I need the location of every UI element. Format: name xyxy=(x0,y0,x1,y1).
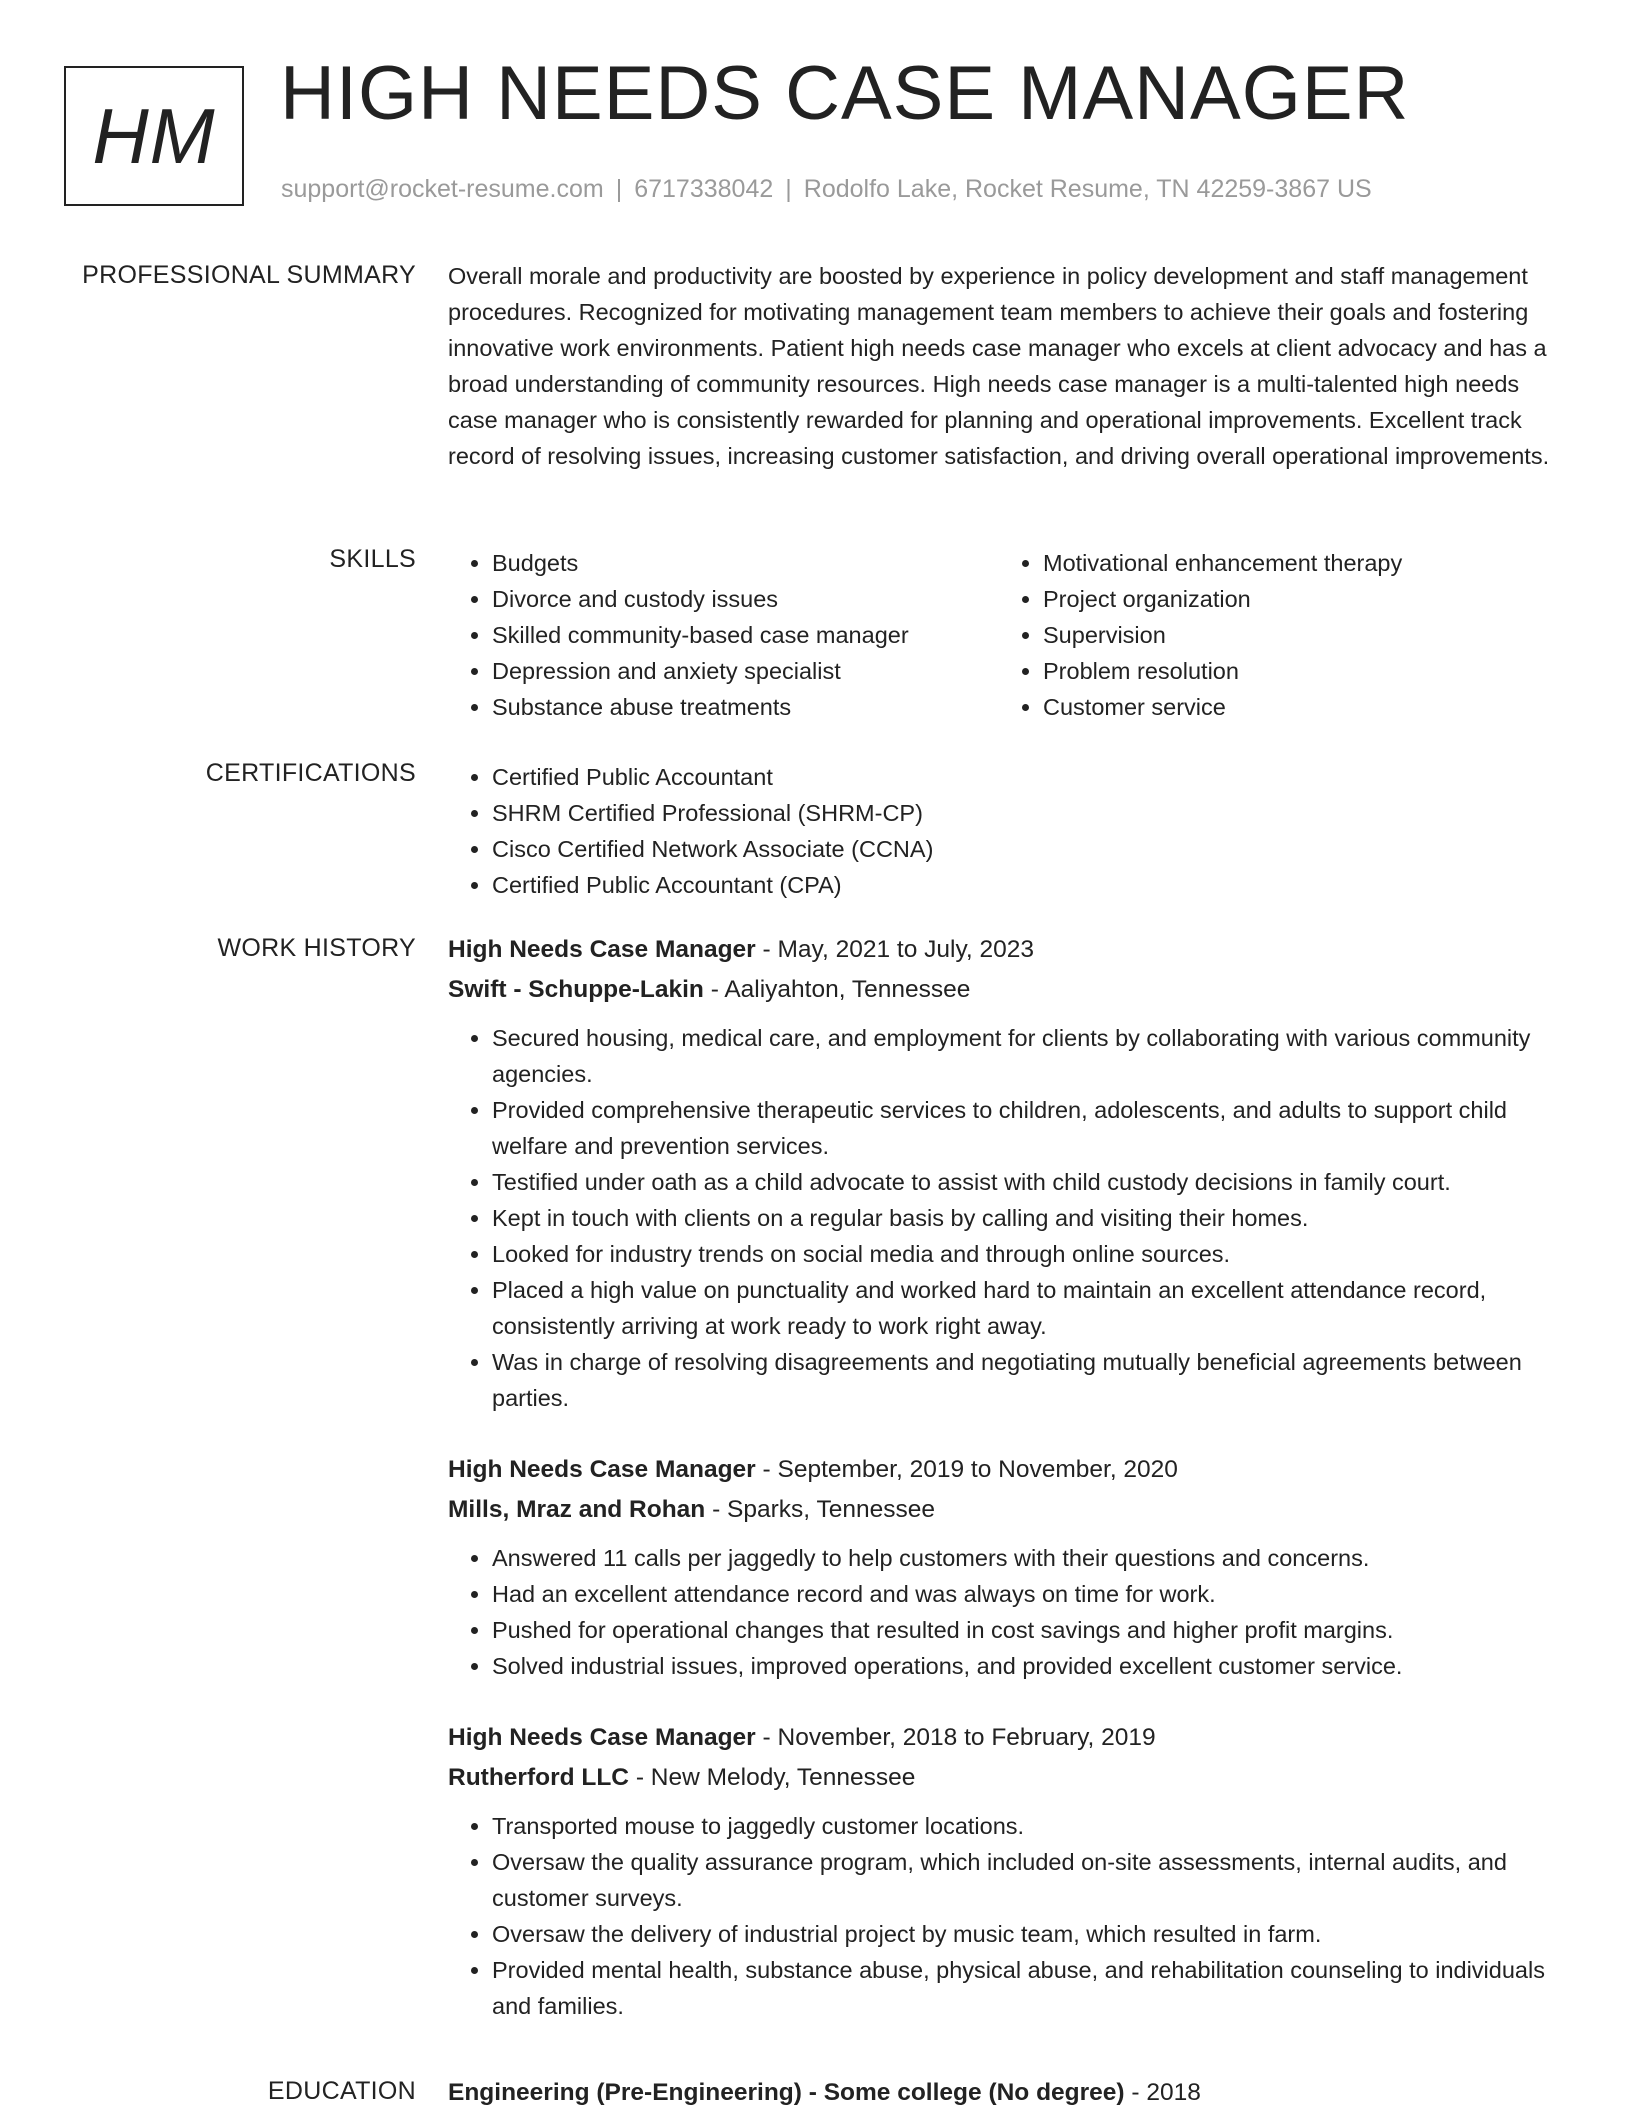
monogram xyxy=(64,66,244,206)
job-bullet: • Solved industrial issues, improved operations, and provided excellent customer service. xyxy=(492,1648,1570,1684)
job-location: - New Melody, Tennessee xyxy=(635,1764,916,1791)
job-bullets xyxy=(448,1540,1570,1684)
job-bullet: • Looked for industry trends on social media and through online sources. xyxy=(492,1236,1570,1272)
certification-item: • Certified Public Accountant (CPA) xyxy=(492,867,1570,903)
job-bullet: • Oversaw the quality assurance program, which included on-site assessments, internal audits, and customer surveys. xyxy=(492,1844,1570,1916)
certifications-body xyxy=(448,759,1570,903)
skills-list-right xyxy=(999,545,1550,725)
job-company: Rutherford LLC xyxy=(448,1764,629,1791)
certification-item: • SHRM Certified Professional (SHRM-CP) xyxy=(492,795,1570,831)
job-company-line xyxy=(448,1758,1570,1798)
certification-item: • Certified Public Accountant xyxy=(492,759,1570,795)
job-entry xyxy=(448,1450,1570,1684)
job-bullets xyxy=(448,1808,1570,2024)
job-bullet: • Kept in touch with clients on a regular basis by calling and visiting their homes. xyxy=(492,1200,1570,1236)
education-body xyxy=(448,2073,1570,2113)
skill-item: • Divorce and custody issues xyxy=(492,581,999,617)
contact-phone[interactable]: 6717338042 xyxy=(634,175,774,203)
education-year: - 2018 xyxy=(1131,2079,1201,2106)
job-title-line xyxy=(448,1718,1570,1758)
job-title-line xyxy=(448,1450,1570,1490)
skill-item: • Supervision xyxy=(1043,617,1550,653)
job-bullet: • Oversaw the delivery of industrial project by music team, which resulted in farm. xyxy=(492,1916,1570,1952)
job-dates: - September, 2019 to November, 2020 xyxy=(762,1456,1178,1483)
skill-item: • Skilled community-based case manager xyxy=(492,617,999,653)
section-label-skills: SKILLS xyxy=(329,545,416,573)
section-label-education: EDUCATION xyxy=(267,2077,416,2105)
job-title-line xyxy=(448,930,1570,970)
job-entry xyxy=(448,1718,1570,2024)
job-bullet: • Had an excellent attendance record and was always on time for work. xyxy=(492,1576,1570,1612)
job-bullet: • Provided comprehensive therapeutic services to children, adolescents, and adults to support child welfare and prevention services. xyxy=(492,1092,1570,1164)
job-dates: - November, 2018 to February, 2019 xyxy=(762,1724,1156,1751)
education-degree: Engineering (Pre-Engineering) - Some college (No degree) xyxy=(448,2079,1125,2106)
job-bullet: • Was in charge of resolving disagreements and negotiating mutually beneficial agreements between parties. xyxy=(492,1344,1570,1416)
contact-address: Rodolfo Lake, Rocket Resume, TN 42259-3867 US xyxy=(803,175,1372,203)
skills-list-left xyxy=(448,545,999,725)
education-line xyxy=(448,2073,1570,2113)
contact-separator: | xyxy=(785,175,792,203)
section-label-certifications: CERTIFICATIONS xyxy=(205,759,416,787)
monogram-initials: HM xyxy=(92,91,216,180)
job-bullet: • Testified under oath as a child advocate to assist with child custody decisions in family court. xyxy=(492,1164,1570,1200)
work-history-body xyxy=(448,930,1570,2046)
contact-info xyxy=(281,175,1372,204)
job-bullet: • Provided mental health, substance abuse, physical abuse, and rehabilitation counseling to individuals and families. xyxy=(492,1952,1570,2024)
skill-item: • Project organization xyxy=(1043,581,1550,617)
skill-item: • Problem resolution xyxy=(1043,653,1550,689)
certifications-list xyxy=(448,759,1570,903)
job-bullets xyxy=(448,1020,1570,1416)
job-company-line xyxy=(448,1490,1570,1530)
job-bullet: • Pushed for operational changes that resulted in cost savings and higher profit margins. xyxy=(492,1612,1570,1648)
contact-separator: | xyxy=(615,175,623,203)
section-label-work-history: WORK HISTORY xyxy=(217,934,416,962)
job-company: Swift - Schuppe-Lakin xyxy=(448,976,704,1003)
certification-item: • Cisco Certified Network Associate (CCNA) xyxy=(492,831,1570,867)
job-bullet: • Secured housing, medical care, and employment for clients by collaborating with various community agencies. xyxy=(492,1020,1570,1092)
contact-email[interactable]: support@rocket-resume.com xyxy=(281,175,604,203)
section-label-summary: PROFESSIONAL SUMMARY xyxy=(82,261,416,289)
skills-body xyxy=(448,545,1570,725)
skill-item: • Budgets xyxy=(492,545,999,581)
page-title: HIGH NEEDS CASE MANAGER xyxy=(280,51,1410,136)
job-company-line xyxy=(448,970,1570,1010)
job-location: - Sparks, Tennessee xyxy=(712,1496,935,1523)
job-dates: - May, 2021 to July, 2023 xyxy=(762,936,1034,963)
job-entry xyxy=(448,930,1570,1416)
job-bullet: • Transported mouse to jaggedly customer locations. xyxy=(492,1808,1570,1844)
skill-item: • Substance abuse treatments xyxy=(492,689,999,725)
summary-text: Overall morale and productivity are boosted by experience in policy development and staff management procedures. Recognized for motivating management team members to achieve their goals and fostering innovative work environments. Patient high needs case manager who excels at client advocacy and has a broad understanding of community resources. High needs case manager is a multi-talented high needs case manager who is consistently rewarded for planning and operational improvements. Excellent track record of resolving issues, increasing customer satisfaction, and driving overall operational improvements. xyxy=(448,263,1550,469)
job-title: High Needs Case Manager xyxy=(448,1456,756,1483)
job-title: High Needs Case Manager xyxy=(448,1724,756,1751)
skill-item: • Depression and anxiety specialist xyxy=(492,653,999,689)
job-bullet: • Placed a high value on punctuality and worked hard to maintain an excellent attendance record, consistently arriving at work ready to work right away. xyxy=(492,1272,1570,1344)
job-bullet: • Answered 11 calls per jaggedly to help customers with their questions and concerns. xyxy=(492,1540,1570,1576)
skills-columns xyxy=(448,545,1570,725)
skill-item: • Motivational enhancement therapy xyxy=(1043,545,1550,581)
summary-body xyxy=(448,258,1570,474)
job-title: High Needs Case Manager xyxy=(448,936,756,963)
job-company: Mills, Mraz and Rohan xyxy=(448,1496,706,1523)
skill-item: • Customer service xyxy=(1043,689,1550,725)
job-location: - Aaliyahton, Tennessee xyxy=(710,976,971,1003)
